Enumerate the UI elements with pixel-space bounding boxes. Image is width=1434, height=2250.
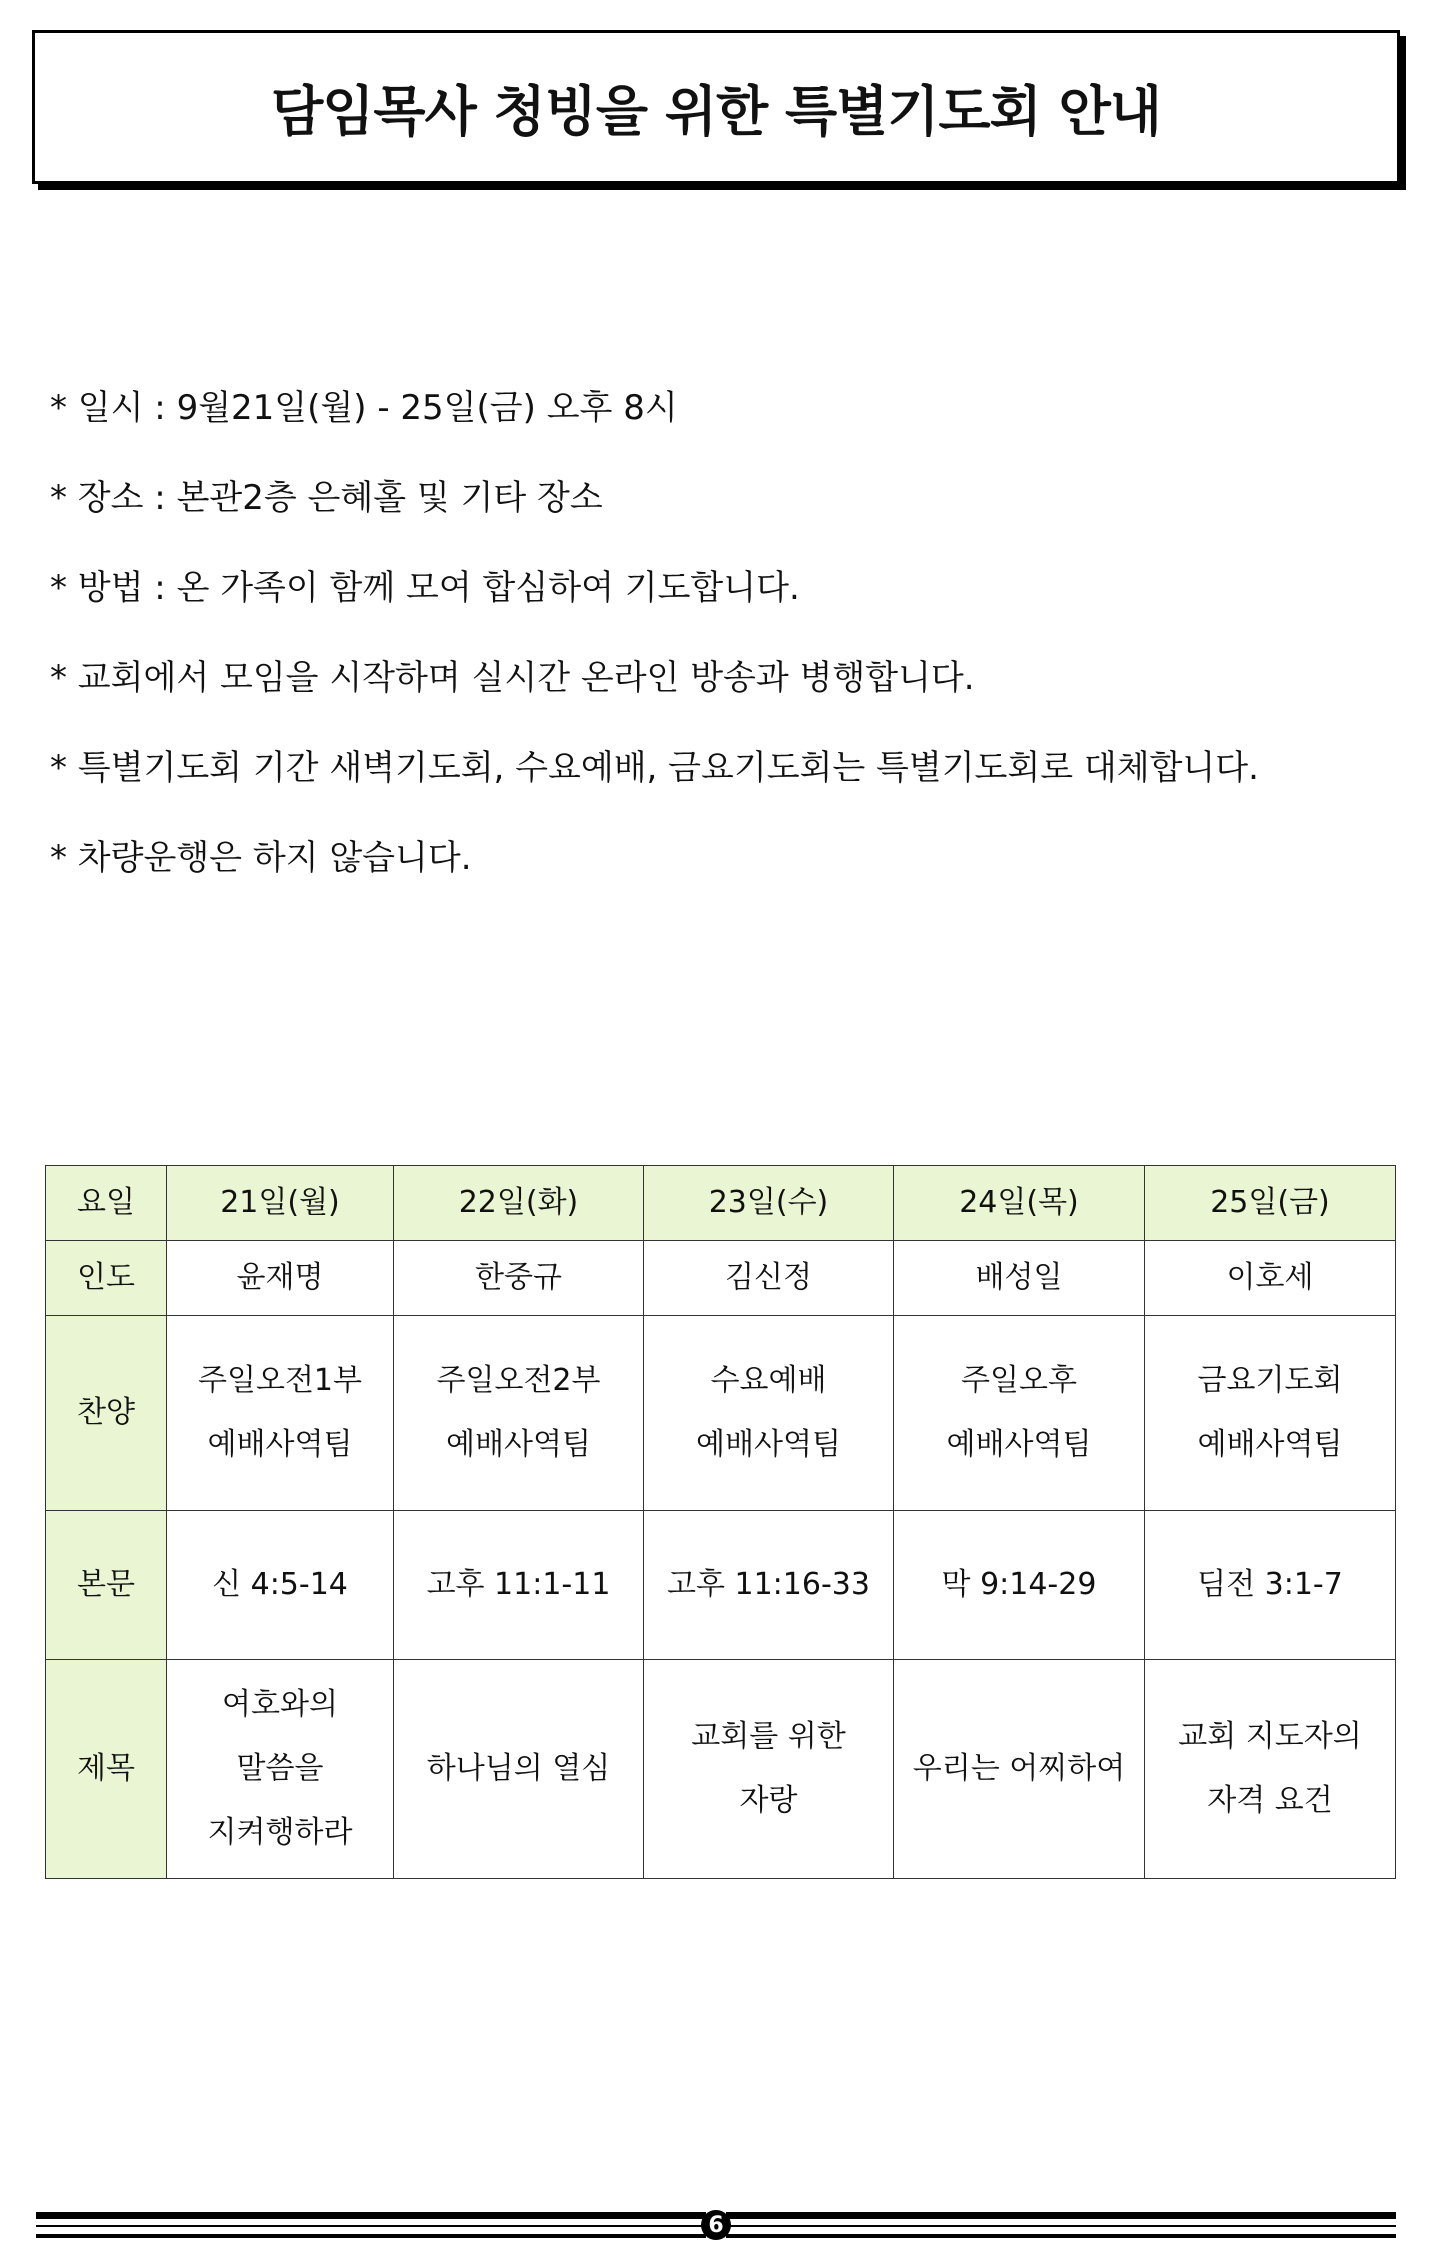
- sermon-title-line: 우리는 어찌하여: [912, 1751, 1126, 1786]
- sermon-title-line: 하나님의 열심: [426, 1751, 611, 1786]
- day-cell: 22일(화): [394, 1166, 644, 1241]
- leader-cell: 이호세: [1145, 1241, 1396, 1316]
- day-cell: 25일(금): [1145, 1166, 1396, 1241]
- row-header-sermon-title: 제목: [46, 1660, 167, 1879]
- praise-line: 예배사역팀: [696, 1427, 841, 1462]
- day-cell: 21일(월): [167, 1166, 394, 1241]
- scripture-cell: 딤전 3:1-7: [1145, 1511, 1396, 1660]
- sermon-title-line: 말씀을: [236, 1751, 324, 1786]
- praise-cell: [1145, 1316, 1396, 1511]
- table-row-leader: [46, 1241, 1396, 1316]
- leader-cell: 김신정: [644, 1241, 894, 1316]
- praise-cell: [167, 1316, 394, 1511]
- page-title: 담임목사 청빙을 위한 특별기도회 안내: [271, 79, 1161, 143]
- praise-cell: [894, 1316, 1145, 1511]
- sermon-title-cell: [167, 1660, 394, 1879]
- sermon-title-line: 여호와의: [222, 1687, 338, 1722]
- footer-rule-left: [36, 2212, 706, 2238]
- sermon-title-line: 교회 지도자의: [1178, 1719, 1362, 1754]
- page-number: 6: [701, 2210, 731, 2240]
- footer-rule-right: [726, 2212, 1396, 2238]
- row-header-day: 요일: [46, 1166, 167, 1241]
- table-row-day: [46, 1166, 1396, 1241]
- scripture-cell: 고후 11:16-33: [644, 1511, 894, 1660]
- info-line-replacement: * 특별기도회 기간 새벽기도회, 수요예배, 금요기도회는 특별기도회로 대체합니다.: [50, 748, 1259, 788]
- info-line-broadcast: * 교회에서 모임을 시작하며 실시간 온라인 방송과 병행합니다.: [50, 658, 975, 698]
- title-box: [32, 30, 1400, 184]
- sermon-title-line: 자랑: [739, 1783, 798, 1818]
- table-row-sermon-title: [46, 1660, 1396, 1879]
- info-line-datetime: * 일시 : 9월21일(월) - 25일(금) 오후 8시: [50, 388, 678, 428]
- sermon-title-line: 자격 요건: [1207, 1783, 1333, 1818]
- row-header-scripture: 본문: [46, 1511, 167, 1660]
- info-list: [50, 388, 1390, 928]
- praise-cell: [394, 1316, 644, 1511]
- sermon-title-line: 교회를 위한: [691, 1719, 846, 1754]
- praise-line: 주일오전2부: [436, 1363, 601, 1398]
- leader-cell: 윤재명: [167, 1241, 394, 1316]
- praise-line: 주일오전1부: [198, 1363, 362, 1398]
- info-line-place: * 장소 : 본관2층 은혜홀 및 기타 장소: [50, 478, 603, 518]
- praise-line: 수요예배: [710, 1363, 827, 1398]
- sermon-title-cell: [394, 1660, 644, 1879]
- scripture-cell: 고후 11:1-11: [394, 1511, 644, 1660]
- row-header-praise: 찬양: [46, 1316, 167, 1511]
- praise-line: 예배사역팀: [446, 1427, 591, 1462]
- leader-cell: 배성일: [894, 1241, 1145, 1316]
- row-header-leader: 인도: [46, 1241, 167, 1316]
- praise-line: 예배사역팀: [1197, 1427, 1343, 1462]
- leader-cell: 한중규: [394, 1241, 644, 1316]
- scripture-cell: 막 9:14-29: [894, 1511, 1145, 1660]
- table-row-praise: [46, 1316, 1396, 1511]
- praise-line: 금요기도회: [1197, 1363, 1343, 1398]
- sermon-title-line: 지켜행하라: [207, 1815, 353, 1850]
- sermon-title-cell: [894, 1660, 1145, 1879]
- praise-cell: [644, 1316, 894, 1511]
- day-cell: 24일(목): [894, 1166, 1145, 1241]
- table-row-scripture: [46, 1511, 1396, 1660]
- praise-line: 주일오후: [961, 1363, 1077, 1398]
- praise-line: 예배사역팀: [207, 1427, 353, 1462]
- info-line-method: * 방법 : 온 가족이 함께 모여 합심하여 기도합니다.: [50, 568, 800, 608]
- sermon-title-cell: [644, 1660, 894, 1879]
- sermon-title-cell: [1145, 1660, 1396, 1879]
- page-footer: [36, 2212, 1396, 2238]
- praise-line: 예배사역팀: [946, 1427, 1092, 1462]
- day-cell: 23일(수): [644, 1166, 894, 1241]
- scripture-cell: 신 4:5-14: [167, 1511, 394, 1660]
- info-line-vehicle: * 차량운행은 하지 않습니다.: [50, 838, 472, 878]
- schedule-table: [45, 1165, 1396, 1879]
